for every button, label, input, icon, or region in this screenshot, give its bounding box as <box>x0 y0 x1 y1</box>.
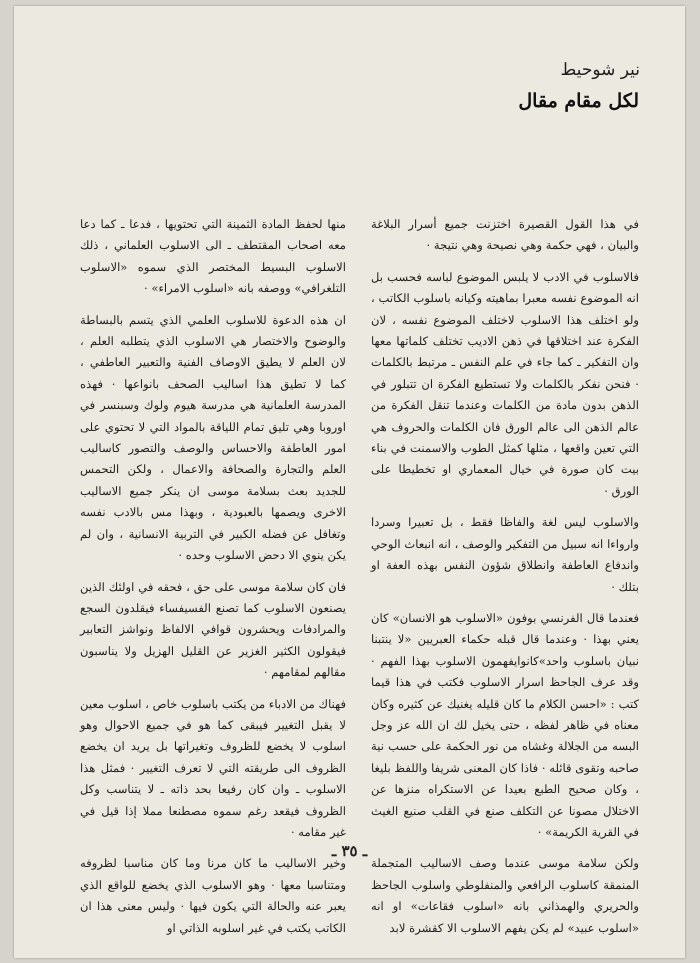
paragraph: ان هذه الدعوة للاسلوب العلمي الذي يتسم بالبساطة والوضوح والاختصار هي الاسلوب الذي يتطلبه العلم ، لان العلم لا يطيق الاوصاف الفنية والتعبير العاطفي ، كما لا تطيق هذا اساليب الصحف بانواعها · فهذه المدرسة العلمانية هي مدرسة هيوم ولوك وسبنسر في اوروبا وهي تليق تمام اللياقة بالمواد التي لا تحتوي على امور العاطفة والاحساس والوصف والتصور كاساليب العلم والتجارة والصحافة والاعمال ، ولكن التحمس للجديد بعث بسلامة موسى ان ينكر جميع الاساليب الاخرى ويصمها بالعبودية ، وبهذا مس بالادب نفسه وتغافل عن فضله الكبير في التربية الانسانية ، وان لم يكن ينوي الا دحض الاسلوب وحده · <box>80 312 346 563</box>
magazine-page <box>14 6 685 958</box>
paragraph: فعندما قال الفرنسي بوفون «الاسلوب هو الانسان» كان يعني بهذا · وعندما قال قبله حكماء العبريين «لا ينتبنا نبيان باسلوب واحد»كانوايفهمون الاسلوب بهذا الفهم · وقد عرف الجاحظ اسرار الاسلوب فكتب في هذا قيما كتب : «احسن الكلام ما كان قليله يغنيك عن كثيره وكان معناه في ظاهر لفظه ، حتى يخيل لك ان الله عز وجل البسه من الجلالة وغشاه من نور الحكمة على حسب نية صاحبه وتقوى قائله · فاذا كان المعنى شريفا واللفظ بليغا ، وكان صحيح الطبع بعيدا عن الاستكراه منزها عن الاختلال مصونا عن التكلف صنع في القلب صنيع الغيث في القرية الكريمة» · <box>371 610 639 839</box>
paragraph: فان كان سلامة موسى على حق ، فحقه في اولئك الذين يصنعون الاسلوب كما تصنع الفسيفساء فيقلدون السجع والمرادفات ويحشرون قوافي الالفاظ ونواشز التعابير فيقولون الكثير الغزير عن القليل الهزيل ولا يناسبون مقالهم لمقامهم · <box>80 579 346 680</box>
paragraph: فالاسلوب في الادب لا يلبس الموضوع لباسه فحسب بل انه الموضوع نفسه معبرا بماهيته وكيانه باسلوب الكاتب ، ولو اختلف هذا الاسلوب لاختلف الموضوع نفسه ، لان الفكرة عند اختلاقها في ذهن الاديب تختلف كلماتها معها وان التفكير ـ كما جاء في علم النفس ـ مرتبط بالكلمات · فنحن نفكر بالكلمات ولا تستطيع الفكرة ان تتبلور في الذهن بدون مادة من الكلمات وعندما تنقل الفكرة من عالم الذهن الى عالم الورق فان الكلمات والحروف هي التي تعين واقعها ، مثلها كمثل الطوب والاسمنت في بناء بيت كان صورة في خيال المعماري او تخطيطا على الورق · <box>371 269 639 498</box>
paragraph: في هذا القول القصيرة اختزنت جميع أسرار البلاغة والبيان ، فهي حكمة وهي نصيحة وهي نتيجة · <box>371 217 639 253</box>
author-name: نير شوحيط <box>560 60 640 80</box>
paragraph: منها لحفظ المادة الثمينة التي تحتويها ، فدعا ـ كما دعا معه اصحاب المقتطف ـ الى الاسلوب العلماني ، ذلك الاسلوب البسيط المختصر الذي سموه «الاسلوب التلغرافي» ووصفه بانه «اسلوب الامراء» · <box>80 217 346 296</box>
paragraph: وخير الاساليب ما كان مرنا وما كان مناسبا لظروفه ومتناسبا معها · وهو الاسلوب الذي يخضع للواقع الذي يعبر عنه والحالة التي يكون فيها · وليس معنى هذا ان الكاتب يكتب في غير اسلوبه الذاتي او <box>80 856 346 935</box>
article-title: لكل مقام مقال <box>518 90 639 112</box>
page-number: ـ ٣٥ ـ <box>331 842 368 860</box>
paragraph: والاسلوب ليس لغة والفاظا فقط ، بل تعبيرا وسردا وارواءا انه سبيل من التفكير والوصف ، انه انبعاث الوحي واندفاع العاطفة وانطلاق شؤون النفس بهذه العفة او بتلك · <box>371 515 639 594</box>
paragraph: ولكن سلامة موسى عندما وصف الاساليب المتجملة المنمقة كاسلوب الرافعي والمنفلوطي واسلوب الجاحظ والحريري والهمذاني بانه «اسلوب فقاعات» او انه «اسلوب عبيد» لم يكن يفهم الاسلوب الا كقشرة لابد <box>371 856 639 935</box>
paragraph: فهناك من الادباء من يكتب باسلوب خاص ، اسلوب معين لا يقبل التغيير فيبقى كما هو في جميع الاحوال وهو اسلوب لا يخضع للظروف وتغيراتها بل يريد ان يخضع الظروف الى طريقته التي لا تعرف التغيير · فمثل هذا الاسلوب ـ وان كان رفيعا بحد ذاته ـ لا يتناسب وكل الظروف فيقعد رغم سموه مصطنعا مملا إذا قيل في غير مقامه · <box>80 696 346 839</box>
right-column <box>371 214 639 949</box>
left-column <box>80 214 346 949</box>
